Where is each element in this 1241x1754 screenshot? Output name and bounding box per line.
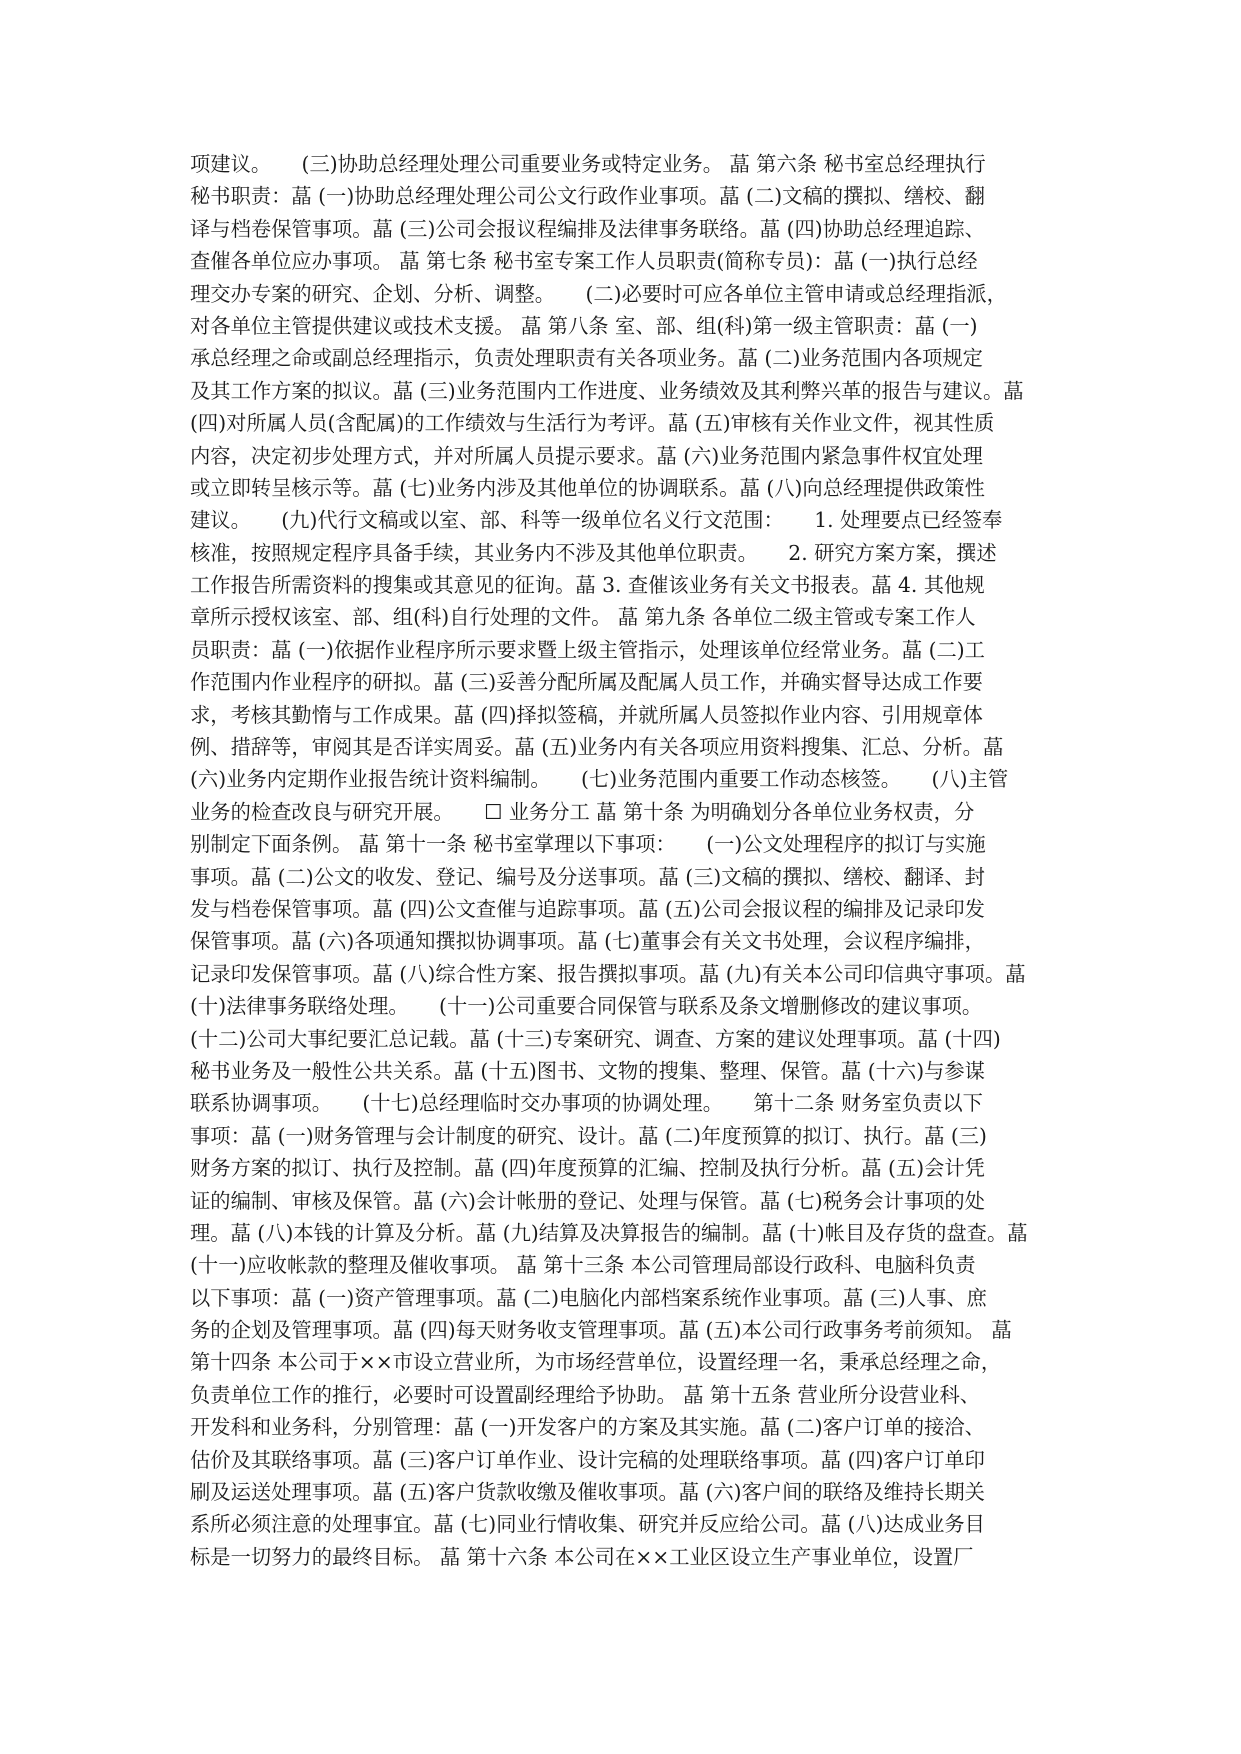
text-line: 记录印发保管事项。蕌 (八)综合性方案、报告撰拟事项。蕌 (九)有关本公司印信典守事项。蕌 — [190, 961, 1026, 986]
text-line: (六)业务内定期作业报告统计资料编制。 (七)业务范围内重要工作动态核签。 (八)主管 — [190, 767, 1009, 792]
text-line: 别制定下面条例。 蕌 第十一条 秘书室掌理以下事项： (一)公文处理程序的拟订与实施 — [190, 832, 986, 857]
text-line: 业务的检查改良与研究开展。 ☐ 业务分工 蕌 第十条 为明确划分各单位业务权责，分 — [190, 799, 975, 824]
text-line: 系所必须注意的处理事宜。蕌 (七)同业行情收集、研究并反应给公司。蕌 (八)达成业务目 — [190, 1512, 985, 1537]
text-line: 理。蕌 (八)本钱的计算及分析。蕌 (九)结算及决算报告的编制。蕌 (十)帐目及存货的盘查。蕌 — [190, 1220, 1028, 1245]
text-line: (十一)应收帐款的整理及催收事项。 蕌 第十三条 本公司管理局部设行政科、电脑科负责 — [190, 1253, 976, 1278]
text-line: 标是一切努力的最终目标。 蕌 第十六条 本公司在××工业区设立生产事业单位，设置厂 — [190, 1544, 974, 1569]
text-line: 以下事项：蕌 (一)资产管理事项。蕌 (二)电脑化内部档案系统作业事项。蕌 (三)人事、庶 — [190, 1285, 987, 1310]
text-line: 求，考核其勤惰与工作成果。蕌 (四)择拟签稿，并就所属人员签拟作业内容、引用规章体 — [190, 702, 983, 727]
text-line: 负责单位工作的推行，必要时可设置副经理给予协助。 蕌 第十五条 营业所分设营业科、 — [190, 1382, 981, 1407]
text-line: 保管事项。蕌 (六)各项通知撰拟协调事项。蕌 (七)董事会有关文书处理，会议程序编排， — [190, 929, 985, 954]
text-line: 员职责：蕌 (一)依据作业程序所示要求暨上级主管指示，处理该单位经常业务。蕌 (二)工 — [190, 637, 985, 662]
text-line: 估价及其联络事项。蕌 (三)客户订单作业、设计完稿的处理联络事项。蕌 (四)客户订单印 — [190, 1447, 985, 1472]
text-line: 译与档卷保管事项。蕌 (三)公司会报议程编排及法律事务联络。蕌 (四)协助总经理追踪、 — [190, 216, 985, 241]
text-line: 财务方案的拟订、执行及控制。蕌 (四)年度预算的汇编、控制及执行分析。蕌 (五)会计凭 — [190, 1156, 985, 1181]
text-line: 事项：蕌 (一)财务管理与会计制度的研究、设计。蕌 (二)年度预算的拟订、执行。蕌 (三) — [190, 1123, 987, 1148]
text-line: 证的编制、审核及保管。蕌 (六)会计帐册的登记、处理与保管。蕌 (七)税务会计事项的处 — [190, 1188, 985, 1213]
text-line: (十)法律事务联络处理。 (十一)公司重要合同保管与联系及条文增删修改的建议事项。 — [190, 994, 983, 1019]
text-line: 开发科和业务科，分别管理：蕌 (一)开发客户的方案及其实施。蕌 (二)客户订单的接洽、 — [190, 1415, 985, 1440]
text-line: 工作报告所需资料的搜集或其意见的征询。蕌 3. 查催该业务有关文书报表。蕌 4. 其他规 — [190, 573, 985, 598]
text-line: 核准，按照规定程序具备手续，其业务内不涉及其他单位职责。 2. 研究方案方案，撰述 — [190, 540, 997, 565]
text-line: 对各单位主管提供建议或技术支援。 蕌 第八条 室、部、组(科)第一级主管职责：蕌 (一) — [190, 313, 978, 338]
text-line: (十二)公司大事纪要汇总记载。蕌 (十三)专案研究、调查、方案的建议处理事项。蕌 (十四) — [190, 1026, 1001, 1051]
text-line: 项建议。 (三)协助总经理处理公司重要业务或特定业务。 蕌 第六条 秘书室总经理执行 — [190, 152, 986, 176]
text-line: 第十四条 本公司于××市设立营业所，为市场经营单位，设置经理一名，秉承总经理之命， — [190, 1350, 1002, 1375]
text-line: 事项。蕌 (二)公文的收发、登记、编号及分送事项。蕌 (三)文稿的撰拟、缮校、翻译、封 — [190, 864, 985, 889]
text-line: 发与档卷保管事项。蕌 (四)公文查催与追踪事项。蕌 (五)公司会报议程的编排及记录印发 — [190, 896, 985, 921]
text-line: 及其工作方案的拟议。蕌 (三)业务范围内工作进度、业务绩效及其利弊兴革的报告与建议。蕌 — [190, 378, 1024, 403]
text-line: 查催各单位应办事项。 蕌 第七条 秘书室专案工作人员职责(简称专员)：蕌 (一)执行总经 — [190, 249, 978, 274]
text-line: 务的企划及管理事项。蕌 (四)每天财务收支管理事项。蕌 (五)本公司行政事务考前须知。 蕌 — [190, 1318, 1012, 1343]
text-line: 例、措辞等，审阅其是否详实周妥。蕌 (五)业务内有关各项应用资料搜集、汇总、分析。蕌 — [190, 735, 1004, 760]
text-line: 建议。 (九)代行文稿或以室、部、科等一级单位名义行文范围： 1. 处理要点已经签奉 — [190, 508, 1003, 533]
text-line: 理交办专案的研究、企划、分析、调整。 (二)必要时可应各单位主管申请或总经理指派， — [190, 281, 1007, 306]
text-line: 刷及运送处理事项。蕌 (五)客户货款收缴及催收事项。蕌 (六)客户间的联络及维持长期关 — [190, 1480, 985, 1505]
text-line: 或立即转呈核示等。蕌 (七)业务内涉及其他单位的协调联系。蕌 (八)向总经理提供政策性 — [190, 475, 985, 500]
text-line: 承总经理之命或副总经理指示，负责处理职责有关各项业务。蕌 (二)业务范围内各项规定 — [190, 346, 983, 371]
text-line: 秘书业务及一般性公共关系。蕌 (十五)图书、文物的搜集、整理、保管。蕌 (十六)与参谋 — [190, 1058, 985, 1083]
text-line: 作范围内作业程序的研拟。蕌 (三)妥善分配所属及配属人员工作，并确实督导达成工作要 — [190, 670, 983, 695]
text-line: (四)对所属人员(含配属)的工作绩效与生活行为考评。蕌 (五)审核有关作业文件，视其性质 — [190, 411, 995, 436]
text-line: 章所示授权该室、部、组(科)自行处理的文件。 蕌 第九条 各单位二级主管或专案工作人 — [190, 605, 976, 630]
document-body-text — [190, 148, 1062, 1573]
text-line: 秘书职责：蕌 (一)协助总经理处理公司公文行政作业事项。蕌 (二)文稿的撰拟、缮校、翻 — [190, 184, 985, 209]
text-line: 内容，决定初步处理方式，并对所属人员提示要求。蕌 (六)业务范围内紧急事件权宜处理 — [190, 443, 983, 468]
text-line: 联系协调事项。 (十七)总经理临时交办事项的协调处理。 第十二条 财务室负责以下 — [190, 1091, 983, 1116]
